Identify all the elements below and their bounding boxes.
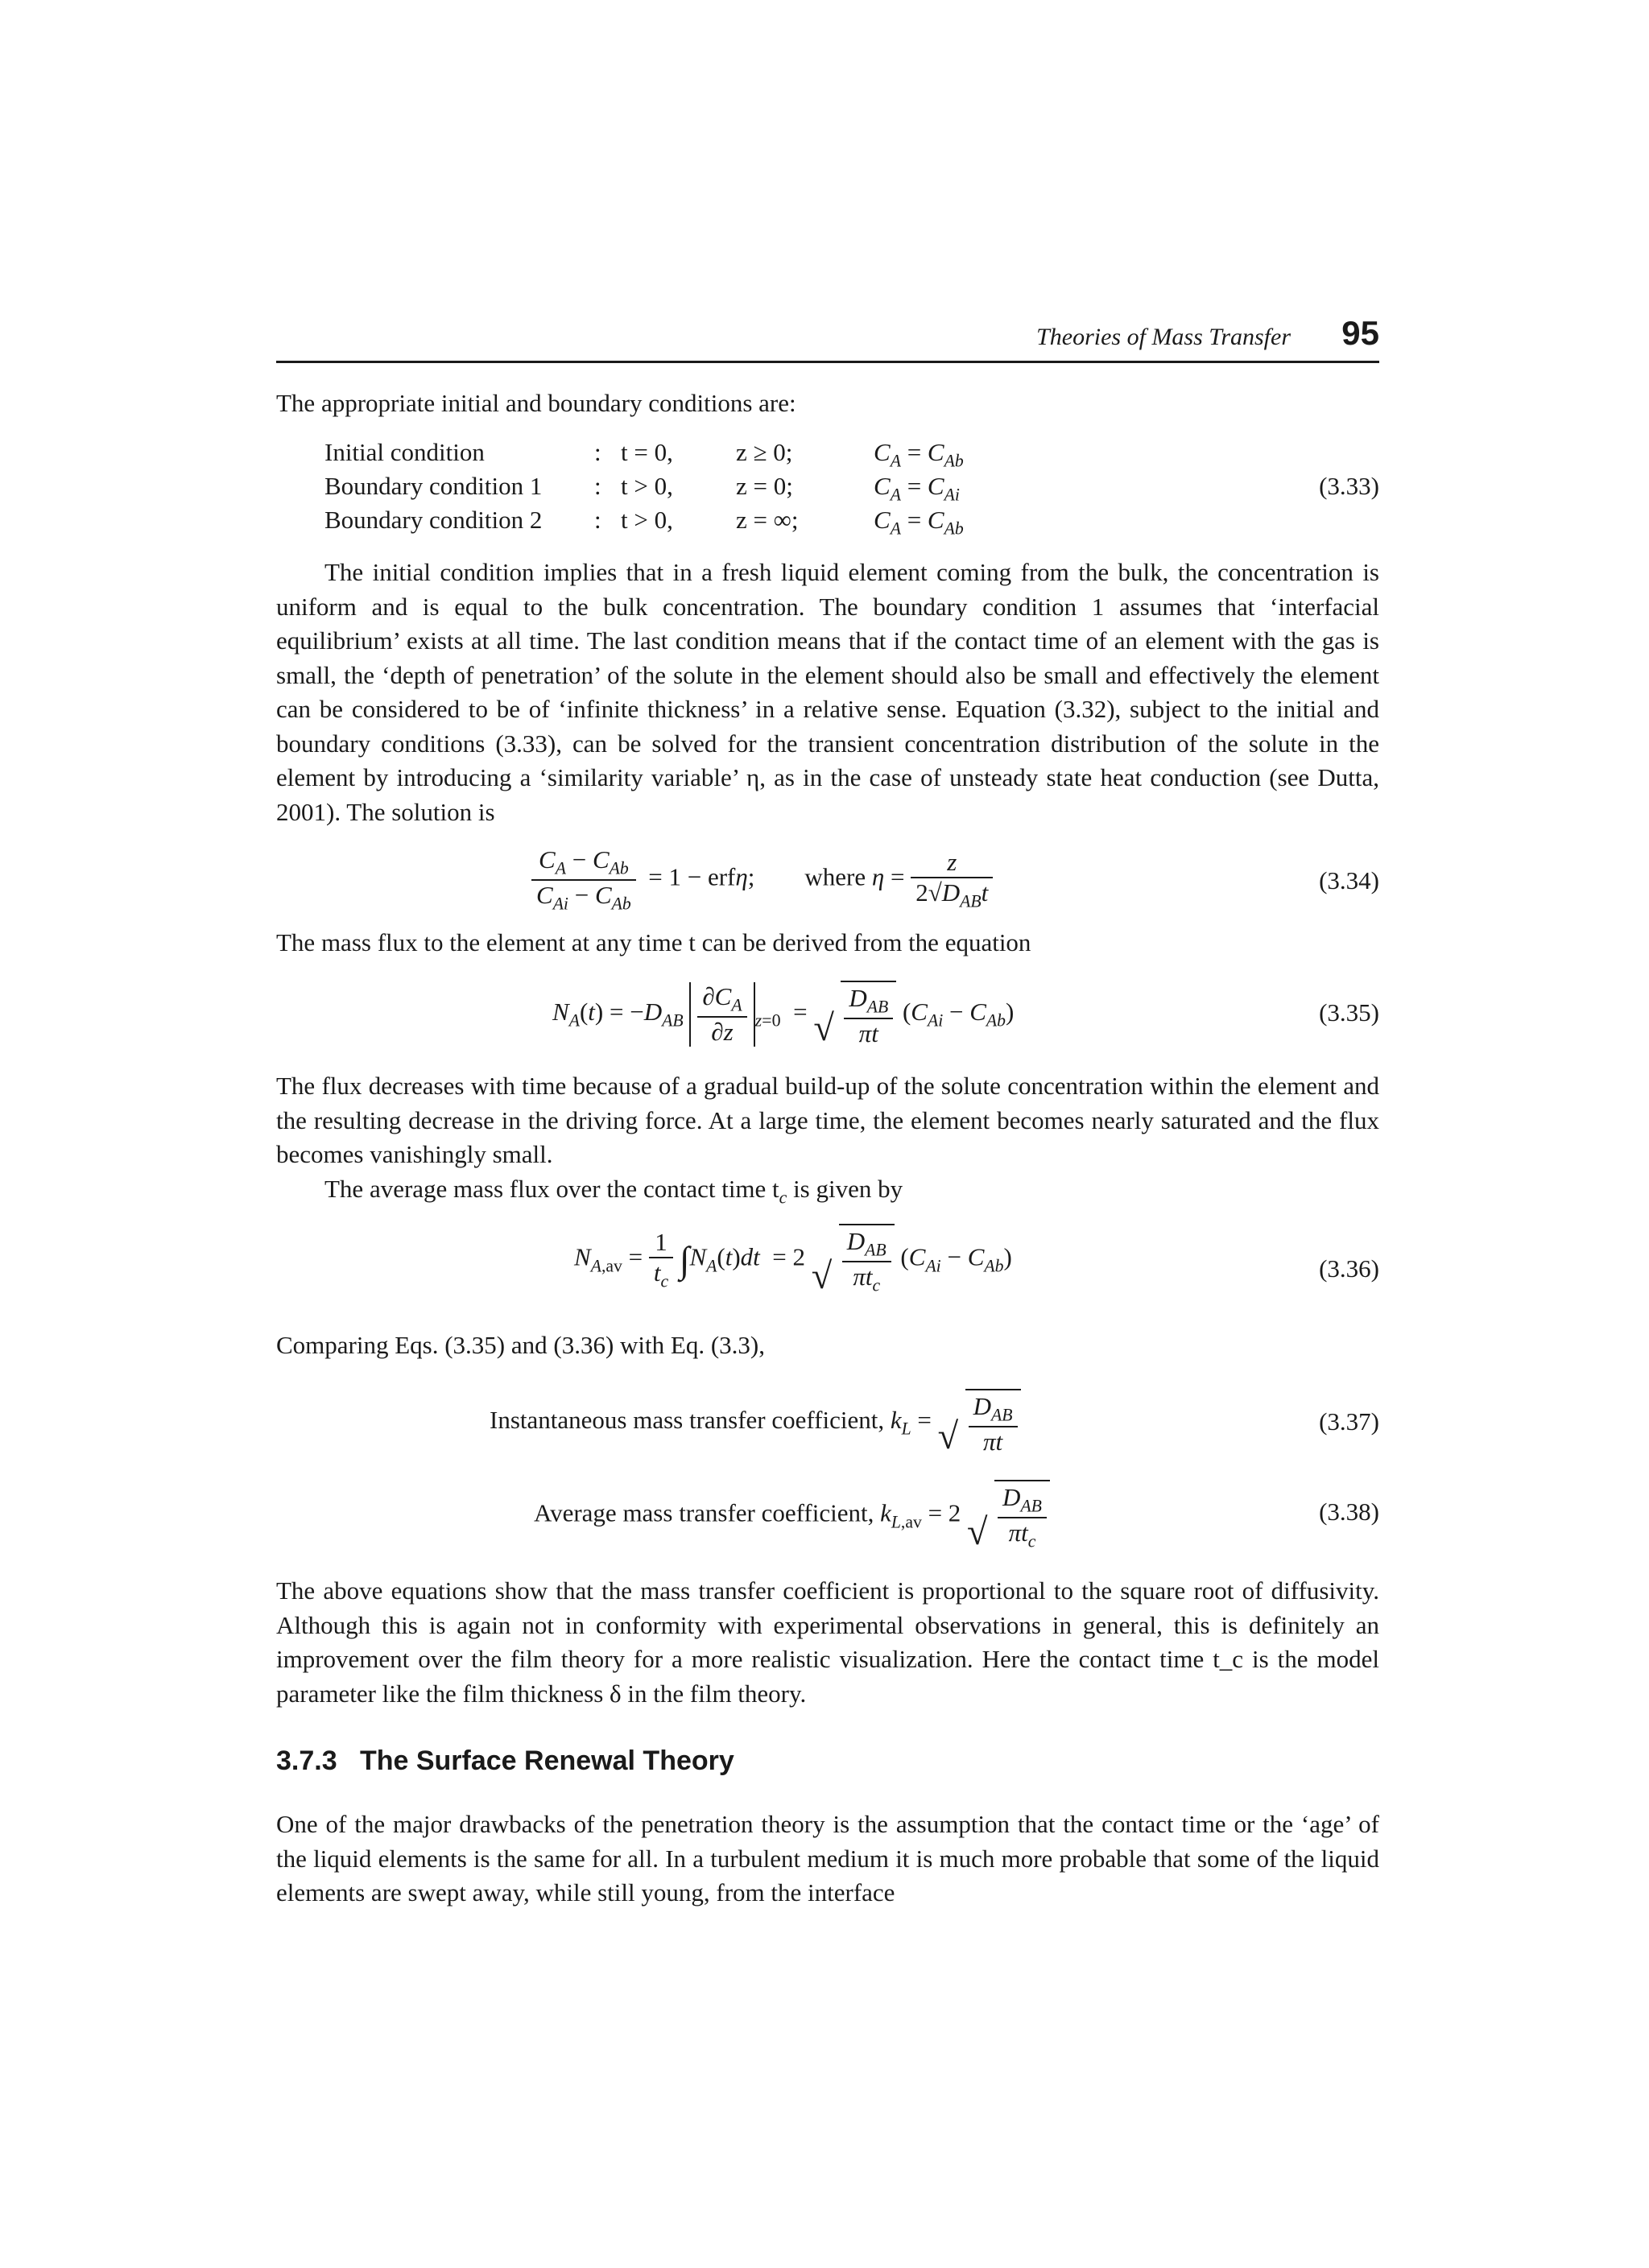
running-title: Theories of Mass Transfer xyxy=(1036,324,1291,350)
condition-z: z ≥ 0; xyxy=(736,438,793,466)
equation-number: (3.36) xyxy=(1319,1254,1379,1283)
condition-row xyxy=(324,438,1379,472)
condition-t: t = 0, xyxy=(621,438,673,466)
equation-3-38: Average mass transfer coefficient, $k_{L,av} = 2$ √ $\frac{D_{AB}}{\pi t_c}$ xyxy=(534,1480,1050,1551)
condition-t: t > 0, xyxy=(621,472,673,500)
condition-row xyxy=(324,506,1379,539)
equation-number: (3.37) xyxy=(1319,1407,1379,1436)
paragraph: The initial condition implies that in a fresh liquid element coming from the bulk, the concentration is uniform and is equal to the bulk concentration. The boundary condition 1 assumes that ‘interfacial equilibrium’ exists at all time. The last condition means that if the contact time of an element with the gas is small, the ‘depth of penetration’ of the solute in the element should also be small and effectively the element can be considered to be of ‘infinite thickness’ in a relative sense. Equation (3.32), subject to the initial and boundary conditions (3.33), can be solved for the transient concentration distribution of the solute in the element by introducing a ‘similarity variable’ η, as in the case of unsteady state heat conduction (see Dutta, 2001). The solution is xyxy=(276,558,1379,826)
section-heading: 3.7.3 The Surface Renewal Theory xyxy=(276,1745,734,1776)
condition-t: t > 0, xyxy=(621,506,673,534)
condition-label: Initial condition xyxy=(324,438,485,466)
condition-z: z = 0; xyxy=(736,472,793,500)
condition-c: $C_A = C_{Ab}$ xyxy=(874,438,964,471)
paragraph: Comparing Eqs. (3.35) and (3.36) with Eq. (3.3), xyxy=(276,1331,765,1359)
condition-colon: : xyxy=(594,472,601,500)
paragraph: The above equations show that the mass transfer coefficient is proportional to the square root of diffusivity. Although this is again not in conformity with experimental observations in general, this is definitely an improvement over the film theory for a more realistic visualization. Here the contact time t_c is the model parameter like the film thickness δ in the film theory. xyxy=(276,1576,1379,1708)
condition-z: z = ∞; xyxy=(736,506,799,534)
equation-3-34: $\frac{C_A - C_{Ab}}{C_{Ai} - C_{Ab}}$ = 1 − erfη; where η = $\frac{z}{2√D_{AB}t}$ xyxy=(531,845,993,914)
condition-colon: : xyxy=(594,438,601,466)
page-number: 95 xyxy=(1341,314,1379,352)
paragraph: The mass flux to the element at any time t can be derived from the equation xyxy=(276,928,1031,956)
equation-number: (3.38) xyxy=(1319,1498,1379,1526)
condition-row xyxy=(324,472,1379,506)
condition-colon: : xyxy=(594,506,601,534)
condition-label: Boundary condition 1 xyxy=(324,472,543,500)
equation-3-37: Instantaneous mass transfer coefficient, $k_L$ = √ $\frac{D_{AB}}{\pi t}$ xyxy=(490,1389,1021,1456)
condition-c: $C_A = C_{Ab}$ xyxy=(874,506,964,539)
conditions-table xyxy=(324,438,1379,539)
paragraph: The flux decreases with time because of a gradual build-up of the solute concentration within the element and the resulting decrease in the driving force. At a large time, the element becomes nearly saturated and the flux becomes vanishingly small. xyxy=(276,1072,1379,1168)
running-head xyxy=(276,314,1379,363)
equation-number: (3.35) xyxy=(1319,998,1379,1027)
equation-number: (3.34) xyxy=(1319,866,1379,894)
equation-3-36: $N_{A,av}$ = $\frac{1}{t_c}$ $\int N_A(t)dt = 2$ √ $\frac{D_{AB}}{\pi t_c}$ $(C_{Ai} - C_{Ab})$ xyxy=(574,1224,1012,1295)
paragraph: The average mass flux over the contact time $t_c$ is given by xyxy=(324,1175,903,1208)
equation-3-35: $N_A(t) = -D_{AB}$ $\frac{\partial C_A}{\partial z}$ $_{z=0}$ = √ $\frac{D_{AB}}{\pi t}$ $(C_{Ai} - C_{Ab})$ xyxy=(552,982,1015,1050)
equation-number: (3.33) xyxy=(1319,472,1379,500)
condition-c: $C_A = C_{Ai}$ xyxy=(874,472,960,505)
intro-text: The appropriate initial and boundary conditions are: xyxy=(276,389,796,417)
condition-label: Boundary condition 2 xyxy=(324,506,543,534)
paragraph: One of the major drawbacks of the penetration theory is the assumption that the contact time or the ‘age’ of the liquid elements is the same for all. In a turbulent medium it is much more probable that some of the liquid elements are swept away, while still young, from the interface xyxy=(276,1810,1379,1907)
